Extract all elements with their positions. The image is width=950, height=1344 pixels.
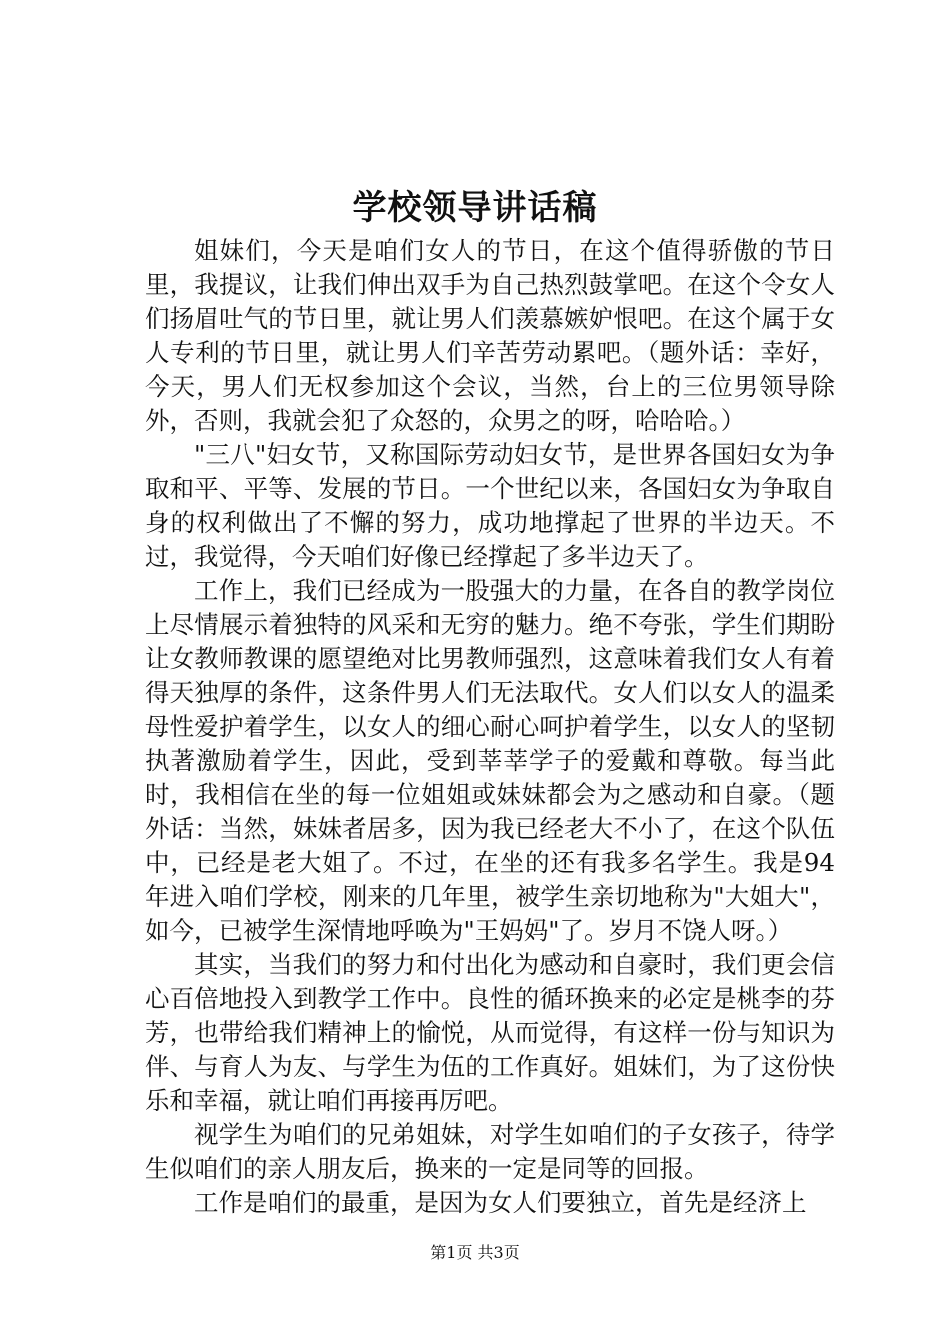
paragraph: 工作是咱们的最重，是因为女人们要独立，首先是经济上 xyxy=(194,1188,807,1217)
paragraph: 工作上，我们已经成为一股强大的力量，在各自的教学岗位上尽情展示着独特的风采和无穷的魅力。绝不夸张，学生们期盼让女教师教课的愿望绝对比男教师强烈，这意味着我们女人有着得天独厚的条件，这条件男人们无法取代。女人们以女人的温柔母性爱护着学生，以女人的细心耐心呵护着学生，以女人的坚韧执著激励着学生，因此，受到莘莘学子的爱戴和尊敬。每当此时，我相信在坐的每一位姐姐或妹妹都会为之感动和自豪。（题外话：当然，妹妹者居多，因为我已经老大不小了，在这个队伍中，已经是老大姐了。不过，在坐的还有我多名学生。我是94年进入咱们学校，刚来的几年里，被学生亲切地称为"大姐大"，如今，已被学生深情地呼唤为"王妈妈"了。岁月不饶人呀。） xyxy=(145,576,835,945)
document-body xyxy=(145,234,835,1220)
page-number-footer: 第1页 共3页 xyxy=(430,1243,520,1262)
paragraph: 视学生为咱们的兄弟姐妹，对学生如咱们的子女孩子，待学生似咱们的亲人朋友后，换来的一定是同等的回报。 xyxy=(145,1120,835,1183)
paragraph: 其实，当我们的努力和付出化为感动和自豪时，我们更会信心百倍地投入到教学工作中。良性的循环换来的必定是桃李的芬芳，也带给我们精神上的愉悦，从而觉得，有这样一份与知识为伴、与育人为友、与学生为伍的工作真好。姐妹们，为了这份快乐和幸福，就让咱们再接再厉吧。 xyxy=(145,950,835,1115)
document-title: 学校领导讲话稿 xyxy=(352,188,598,228)
paragraph: "三八"妇女节，又称国际劳动妇女节，是世界各国妇女为争取和平、平等、发展的节日。一个世纪以来，各国妇女为争取自身的权利做出了不懈的努力，成功地撑起了世界的半边天。不过，我觉得，今天咱们好像已经撑起了多半边天了。 xyxy=(145,440,835,571)
paragraph: 姐妹们，今天是咱们女人的节日，在这个值得骄傲的节日里，我提议，让我们伸出双手为自己热烈鼓掌吧。在这个令女人们扬眉吐气的节日里，就让男人们羡慕嫉妒恨吧。在这个属于女人专利的节日里，就让男人们辛苦劳动累吧。（题外话：幸好，今天，男人们无权参加这个会议，当然，台上的三位男领导除外，否则，我就会犯了众怒的，众男之的呀，哈哈哈。） xyxy=(145,236,835,435)
